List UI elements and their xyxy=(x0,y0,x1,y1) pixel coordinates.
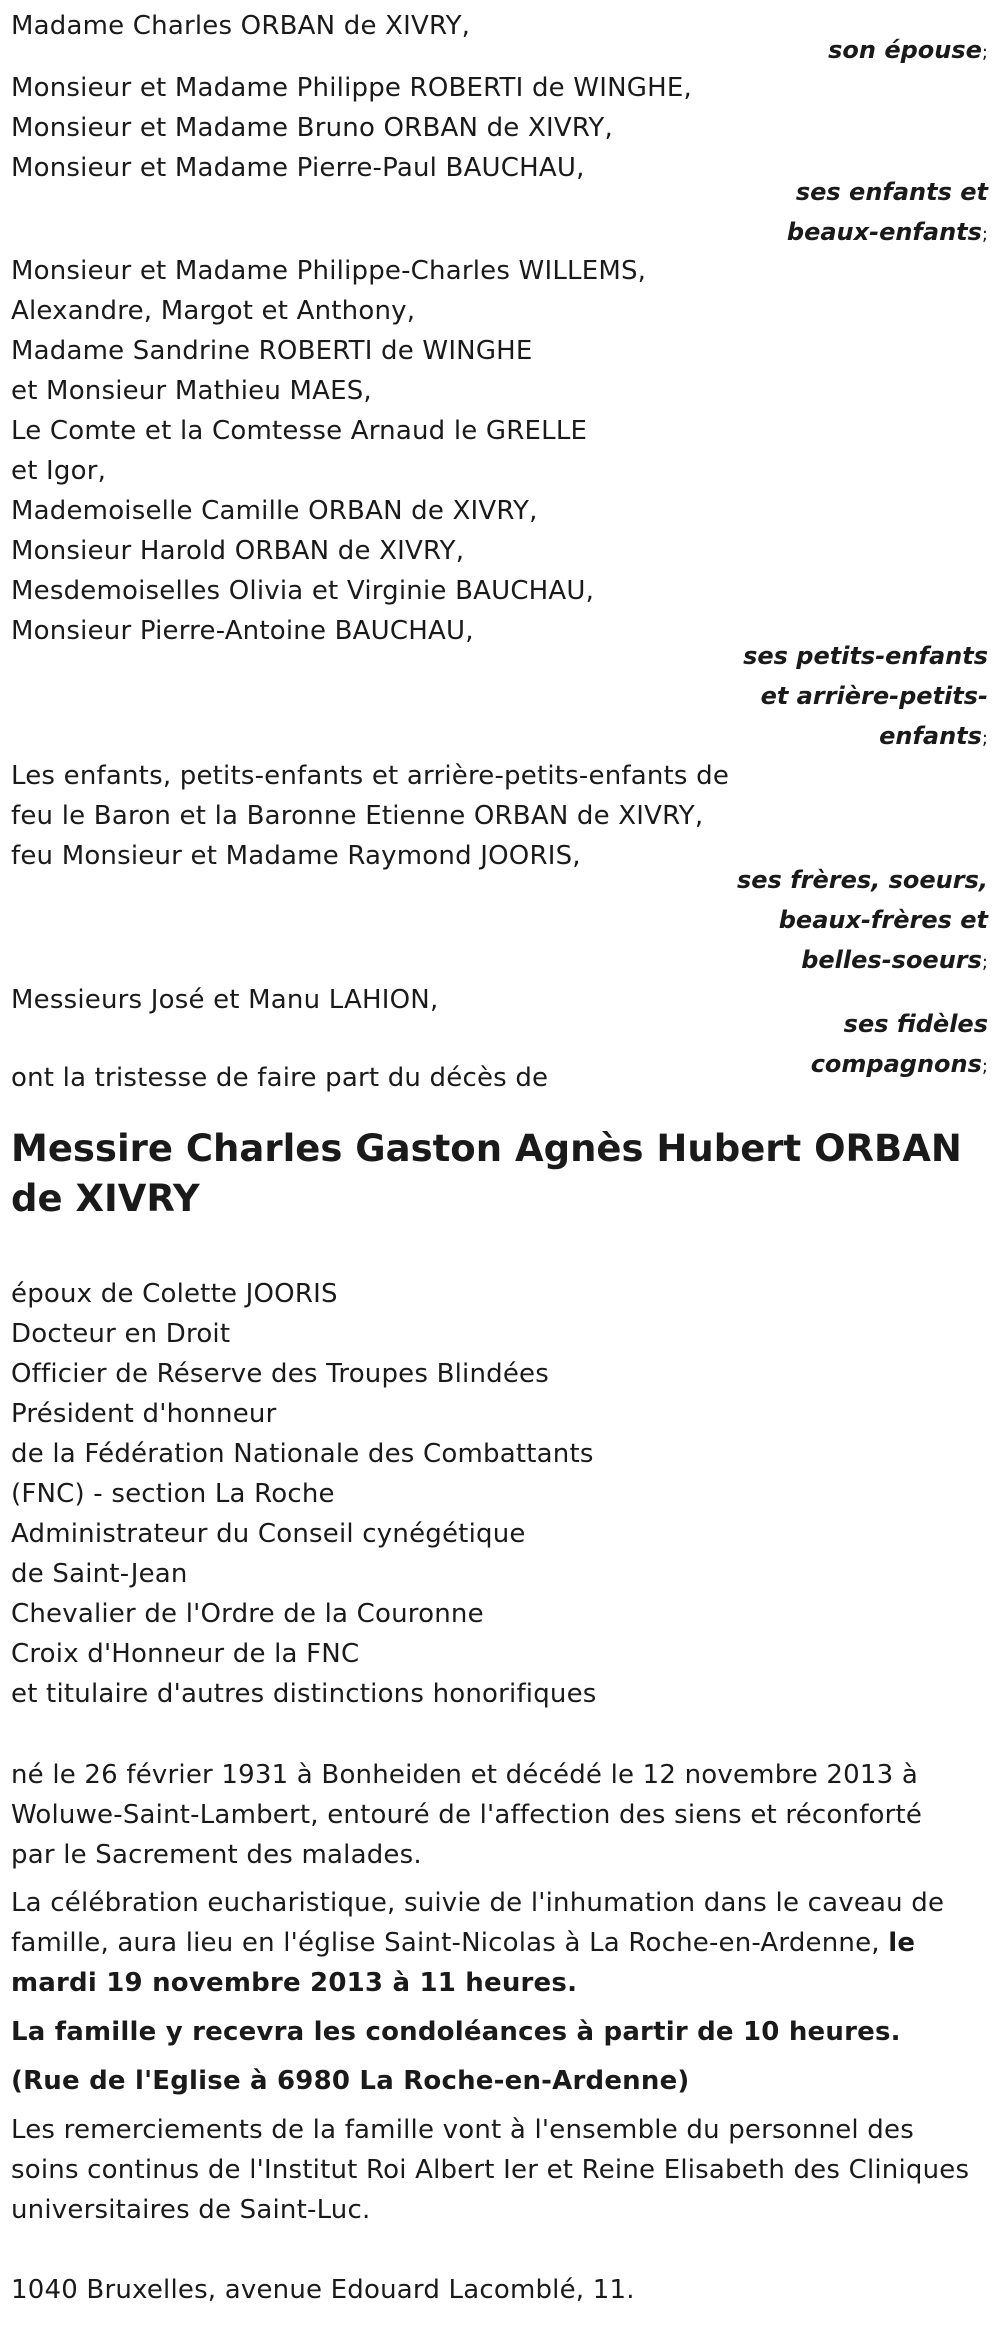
spouse-role xyxy=(828,30,988,73)
deceased-title-line: Docteur en Droit xyxy=(11,1319,231,1349)
children-name: Monsieur et Madame Philippe ROBERTI de WINGHE, xyxy=(11,73,692,103)
grandchild-name: Monsieur Harold ORBAN de XIVRY, xyxy=(11,536,465,566)
deceased-title-line: Président d'honneur xyxy=(11,1399,277,1429)
ceremony-text: famille, aura lieu en l'église Saint-Nicolas à La Roche-en-Ardenne, xyxy=(11,1928,880,1958)
role-separator: ; xyxy=(981,728,988,749)
role-text: compagnons xyxy=(810,1050,982,1078)
deceased-title-line: Officier de Réserve des Troupes Blindées xyxy=(11,1359,549,1389)
companions-role xyxy=(811,1044,988,1087)
grandchildren-role: ses petits-enfants xyxy=(743,642,988,670)
role-text: belles-soeurs xyxy=(801,946,982,974)
children-name: Monsieur et Madame Bruno ORBAN de XIVRY, xyxy=(11,113,613,143)
deceased-name: Messire Charles Gaston Agnès Hubert ORBAN de XIVRY xyxy=(11,1127,962,1220)
siblings-role: ses frères, soeurs, xyxy=(736,866,988,894)
birth-death-line: né le 26 février 1931 à Bonheiden et décédé le 12 novembre 2013 à xyxy=(11,1760,918,1790)
children-role: ses enfants et xyxy=(795,178,988,206)
deceased-title-line: (FNC) - section La Roche xyxy=(11,1479,335,1509)
role-text: enfants xyxy=(879,722,982,750)
sibling-name: Les enfants, petits-enfants et arrière-petits-enfants de xyxy=(11,761,730,791)
grandchildren-role xyxy=(879,716,988,759)
home-address: 1040 Bruxelles, avenue Edouard Lacomblé, 11. xyxy=(11,2275,635,2305)
role-separator: ; xyxy=(981,1056,988,1077)
grandchild-name: Alexandre, Margot et Anthony, xyxy=(11,296,416,326)
grandchild-name: Monsieur Pierre-Antoine BAUCHAU, xyxy=(11,616,474,646)
companions-role: ses fidèles xyxy=(843,1010,988,1038)
role-separator: ; xyxy=(981,952,988,973)
sibling-name: feu le Baron et la Baronne Etienne ORBAN de XIVRY, xyxy=(11,801,704,831)
church-address: (Rue de l'Eglise à 6980 La Roche-en-Ardenne) xyxy=(11,2066,690,2096)
children-role xyxy=(787,212,988,255)
companion-name: Messieurs José et Manu LAHION, xyxy=(11,985,439,1015)
ceremony-date-start: le xyxy=(888,1928,916,1958)
grandchild-name: Mesdemoiselles Olivia et Virginie BAUCHAU, xyxy=(11,576,595,606)
deceased-title-line: de la Fédération Nationale des Combattants xyxy=(11,1439,594,1469)
announcement-text: ont la tristesse de faire part du décès de xyxy=(11,1063,549,1093)
role-text: son épouse xyxy=(828,36,982,64)
deceased-title-line: Croix d'Honneur de la FNC xyxy=(11,1639,360,1669)
thanks-line: universitaires de Saint-Luc. xyxy=(11,2195,371,2225)
grandchild-name: Mademoiselle Camille ORBAN de XIVRY, xyxy=(11,496,538,526)
birth-death-line: Woluwe-Saint-Lambert, entouré de l'affection des siens et réconforté xyxy=(11,1800,923,1830)
role-text: beaux-enfants xyxy=(786,218,982,246)
children-name: Monsieur et Madame Pierre-Paul BAUCHAU, xyxy=(11,153,585,183)
spouse-name: Madame Charles ORBAN de XIVRY, xyxy=(11,11,471,41)
deceased-title-line: époux de Colette JOORIS xyxy=(11,1279,338,1309)
deceased-title-line: Chevalier de l'Ordre de la Couronne xyxy=(11,1599,484,1629)
ceremony-line: La célébration eucharistique, suivie de l'inhumation dans le caveau de xyxy=(11,1888,945,1918)
ceremony-date: mardi 19 novembre 2013 à 11 heures. xyxy=(11,1968,578,1998)
thanks-line: soins continus de l'Institut Roi Albert Ier et Reine Elisabeth des Cliniques xyxy=(11,2155,970,2185)
deceased-title-line: et titulaire d'autres distinctions honorifiques xyxy=(11,1679,597,1709)
deceased-title-line: Administrateur du Conseil cynégétique xyxy=(11,1519,526,1549)
grandchild-name: et Monsieur Mathieu MAES, xyxy=(11,376,372,406)
grandchild-name: Monsieur et Madame Philippe-Charles WILLEMS, xyxy=(11,256,647,286)
grandchild-name: Madame Sandrine ROBERTI de WINGHE xyxy=(11,336,533,366)
grandchild-name: Le Comte et la Comtesse Arnaud le GRELLE xyxy=(11,416,588,446)
siblings-role: beaux-frères et xyxy=(778,906,988,934)
ceremony-line xyxy=(11,1923,915,1963)
siblings-role xyxy=(801,940,988,983)
grandchild-name: et Igor, xyxy=(11,456,107,486)
role-separator: ; xyxy=(981,224,988,245)
birth-death-line: par le Sacrement des malades. xyxy=(11,1840,422,1870)
deceased-title-line: de Saint-Jean xyxy=(11,1559,188,1589)
grandchildren-role: et arrière-petits- xyxy=(760,682,988,710)
sibling-name: feu Monsieur et Madame Raymond JOORIS, xyxy=(11,841,581,871)
role-separator: ; xyxy=(981,42,988,63)
condolences-text: La famille y recevra les condoléances à partir de 10 heures. xyxy=(11,2017,901,2047)
thanks-line: Les remerciements de la famille vont à l'ensemble du personnel des xyxy=(11,2115,914,2145)
